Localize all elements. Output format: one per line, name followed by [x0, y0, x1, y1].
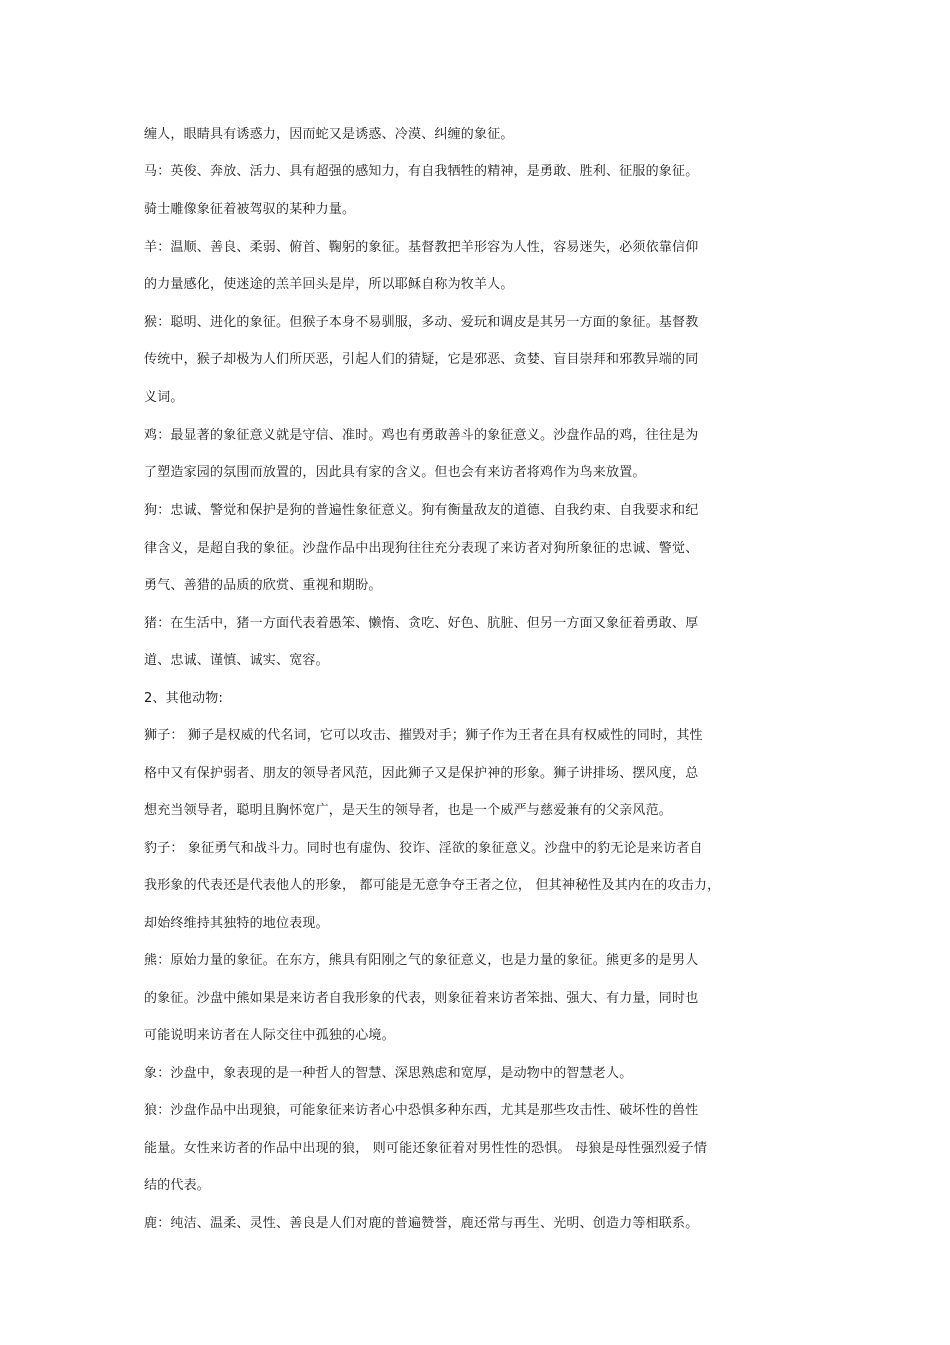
- text-line: 马：英俊、奔放、活力、具有超强的感知力，有自我牺牲的精神，是勇敢、胜利、征服的象征。: [144, 164, 699, 179]
- text-line: 义词。: [144, 390, 184, 405]
- text-line: 猴：聪明、进化的象征。但猴子本身不易驯服，多动、爱玩和调皮是其另一方面的象征。基督教: [144, 315, 699, 330]
- text-line: 能量。女性来访者的作品中出现的狼， 则可能还象征着对男性性的恐惧。 母狼是母性强烈爱子情: [144, 1141, 708, 1156]
- text-line: 鹿：纯洁、温柔、灵性、善良是人们对鹿的普遍赞誉，鹿还常与再生、光明、创造力等相联系。: [144, 1216, 699, 1231]
- text-line: 想充当领导者，聪明且胸怀宽广，是天生的领导者，也是一个威严与慈爱兼有的父亲风范。: [144, 803, 673, 818]
- text-line: 律含义，是超自我的象征。沙盘作品中出现狗往往充分表现了来访者对狗所象征的忠诚、警觉、: [144, 541, 699, 556]
- text-line: 道、忠诚、谨慎、诚实、宽容。: [144, 653, 329, 668]
- text-line: 猪：在生活中，猪一方面代表着愚笨、懒惰、贪吃、好色、肮脏、但另一方面又象征着勇敢、厚: [144, 616, 699, 631]
- text-line: 狗：忠诚、警觉和保护是狗的普遍性象征意义。狗有衡量敌友的道德、自我约束、自我要求和纪: [144, 503, 699, 518]
- text-line: 缠人，眼睛具有诱惑力，因而蛇又是诱惑、冷漠、纠缠的象征。: [144, 127, 514, 142]
- text-line: 格中又有保护弱者、朋友的领导者风范，因此狮子又是保护神的形象。狮子讲排场、摆风度，总: [144, 766, 699, 781]
- text-line: 的力量感化，使迷途的羔羊回头是岸，所以耶稣自称为牧羊人。: [144, 277, 514, 292]
- text-line: 勇气、善猎的品质的欣赏、重视和期盼。: [144, 578, 382, 593]
- text-line: 熊：原始力量的象征。在东方，熊具有阳刚之气的象征意义，也是力量的象征。熊更多的是男人: [144, 953, 699, 968]
- text-line: 象：沙盘中，象表现的是一种哲人的智慧、深思熟虑和宽厚，是动物中的智慧老人。: [144, 1066, 633, 1081]
- text-line: 鸡：最显著的象征意义就是守信、准时。鸡也有勇敢善斗的象征意义。沙盘作品的鸡，往往是为: [144, 428, 699, 443]
- text-line: 结的代表。: [144, 1178, 211, 1193]
- text-line: 却始终维持其独特的地位表现。: [144, 916, 329, 931]
- text-line: 狼：沙盘作品中出现狼，可能象征来访者心中恐惧多种东西，尤其是那些攻击性、破坏性的兽性: [144, 1103, 699, 1118]
- text-line: 羊：温顺、善良、柔弱、俯首、鞠躬的象征。基督教把羊形容为人性，容易迷失，必须依靠信仰: [144, 240, 699, 255]
- text-line: 骑士雕像象征着被驾驭的某种力量。: [144, 202, 356, 217]
- text-line: 传统中，猴子却极为人们所厌恶，引起人们的猜疑，它是邪恶、贪婪、盲目崇拜和邪教异端的同: [144, 352, 699, 367]
- text-line: 狮子： 狮子是权威的代名词，它可以攻击、摧毁对手；狮子作为王者在具有权威性的同时，其性: [144, 728, 703, 743]
- text-line: 了塑造家园的氛围而放置的，因此具有家的含义。但也会有来访者将鸡作为鸟来放置。: [144, 465, 646, 480]
- text-line: 豹子： 象征勇气和战斗力。同时也有虚伪、狡诈、淫欲的象征意义。沙盘中的豹无论是来访者自: [144, 841, 703, 856]
- text-line: 的象征。沙盘中熊如果是来访者自我形象的代表，则象征着来访者笨拙、强大、有力量，同时也: [144, 991, 699, 1006]
- section-heading: 2、其他动物:: [144, 691, 224, 706]
- text-line: 我形象的代表还是代表他人的形象， 都可能是无意争夺王者之位， 但其神秘性及其内在的攻击力，: [144, 878, 721, 893]
- text-line: 可能说明来访者在人际交往中孤独的心境。: [144, 1028, 395, 1043]
